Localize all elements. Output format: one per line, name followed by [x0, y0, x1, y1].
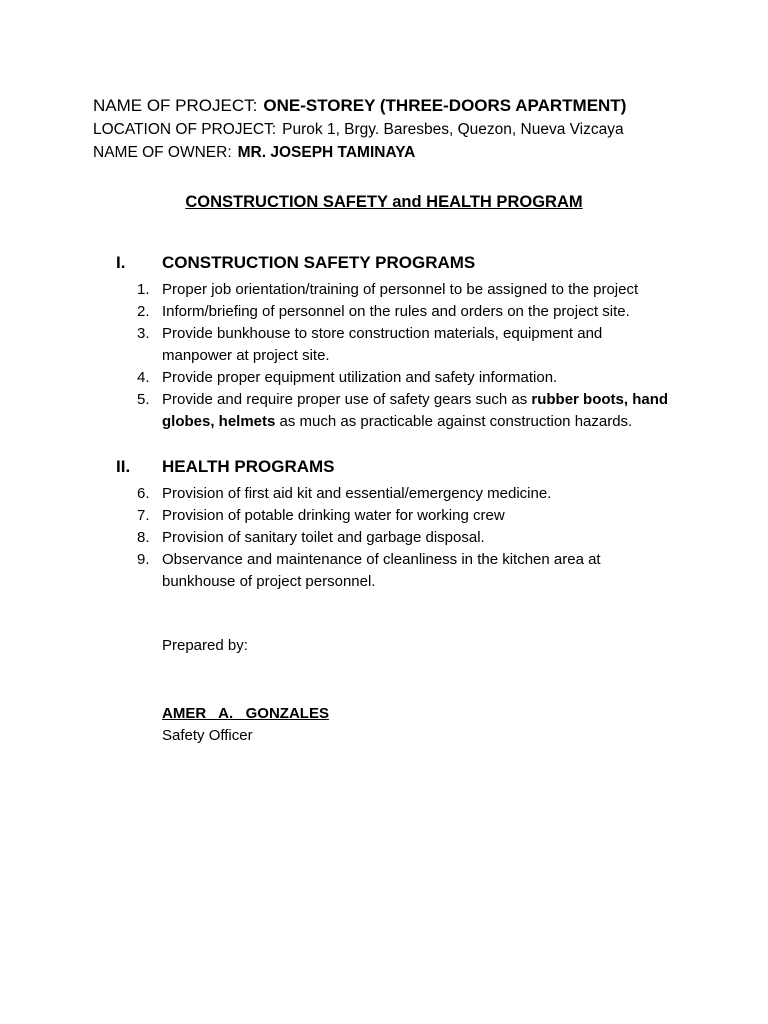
- signatory-block: [162, 703, 329, 747]
- item-text: Proper job orientation/training of personnel to be assigned to the project: [162, 281, 639, 298]
- item-text: Observance and maintenance of cleanliness in the kitchen area at bunkhouse of project personnel.: [162, 551, 601, 590]
- item-number: 7.: [137, 507, 150, 524]
- signatory-name: AMER A. GONZALES: [162, 705, 329, 722]
- item-number: 4.: [137, 369, 150, 386]
- section-number: II.: [116, 457, 131, 476]
- project-name-value: ONE-STOREY (THREE-DOORS APARTMENT): [263, 96, 627, 115]
- item-text: Provision of potable drinking water for working crew: [162, 507, 505, 524]
- item-text-bold: rubber boots, hand globes, helmets: [162, 391, 669, 430]
- list-item: [0, 367, 768, 389]
- owner-label: NAME OF OWNER:: [93, 144, 232, 161]
- section-title: HEALTH PROGRAMS: [162, 457, 335, 476]
- item-text: Provision of sanitary toilet and garbage disposal.: [162, 529, 485, 546]
- project-header: [93, 94, 626, 164]
- list-item: [0, 323, 768, 367]
- list-item: [0, 505, 768, 527]
- item-number: 2.: [137, 303, 150, 320]
- item-text: Provide proper equipment utilization and safety information.: [162, 369, 558, 386]
- section-safety-programs: [0, 253, 768, 433]
- health-program-list: [0, 483, 768, 593]
- item-number: 6.: [137, 485, 150, 502]
- project-name-label: NAME OF PROJECT:: [93, 96, 258, 115]
- project-location-label: LOCATION OF PROJECT:: [93, 121, 277, 138]
- item-text: Provide bunkhouse to store construction materials, equipment and manpower at project site.: [162, 325, 603, 364]
- item-text: [162, 389, 674, 433]
- document-title: CONSTRUCTION SAFETY and HEALTH PROGRAM: [185, 193, 583, 211]
- project-name-line: [93, 94, 626, 118]
- item-text-after: as much as practicable against construction hazards.: [275, 413, 633, 430]
- list-item: [0, 483, 768, 505]
- section-title: CONSTRUCTION SAFETY PROGRAMS: [162, 253, 476, 272]
- list-item: [0, 549, 768, 593]
- section-number: I.: [116, 253, 126, 272]
- item-text: Inform/briefing of personnel on the rules and orders on the project site.: [162, 303, 630, 320]
- section-health-programs: [0, 457, 768, 593]
- item-text: Provision of first aid kit and essential/emergency medicine.: [162, 485, 552, 502]
- item-number: 9.: [137, 551, 150, 568]
- prepared-by-label: Prepared by:: [162, 637, 248, 654]
- section-heading: [0, 457, 768, 483]
- signatory-role: Safety Officer: [162, 727, 253, 744]
- safety-program-list: [0, 279, 768, 433]
- project-location-line: [93, 118, 626, 141]
- item-number: 8.: [137, 529, 150, 546]
- item-number: 1.: [137, 281, 150, 298]
- item-text-before: Provide and require proper use of safety gears such as: [162, 391, 532, 408]
- owner-line: [93, 141, 626, 164]
- list-item: [0, 301, 768, 323]
- section-heading: [0, 253, 768, 279]
- item-number: 3.: [137, 325, 150, 342]
- list-item: [0, 389, 768, 433]
- project-location-value: Purok 1, Brgy. Baresbes, Quezon, Nueva Vizcaya: [282, 121, 624, 138]
- owner-value: MR. JOSEPH TAMINAYA: [237, 144, 416, 161]
- item-number: 5.: [137, 391, 150, 408]
- list-item: [0, 527, 768, 549]
- list-item: [0, 279, 768, 301]
